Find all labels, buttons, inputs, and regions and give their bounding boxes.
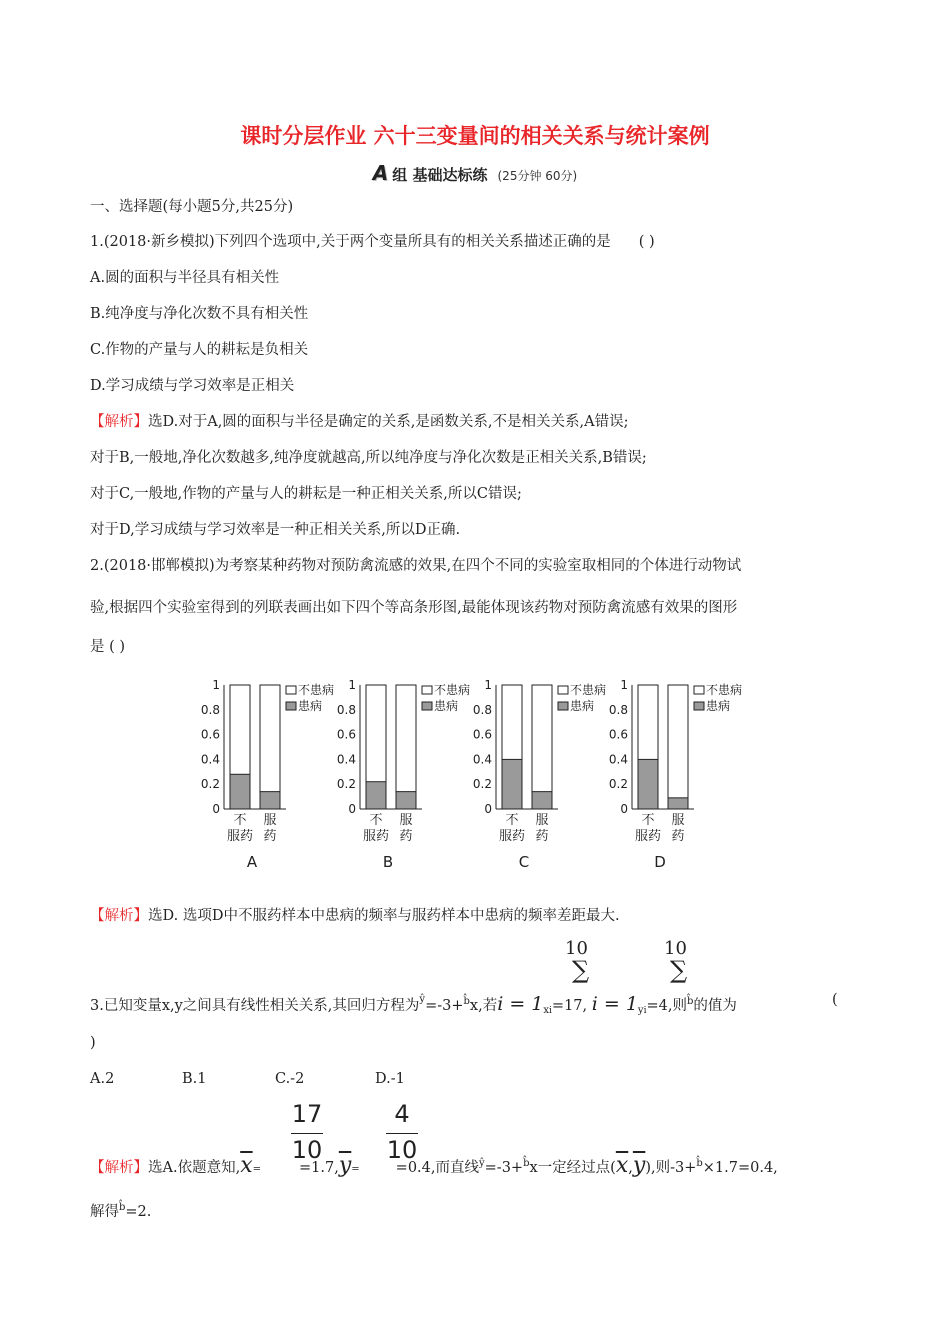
y-tick-label: 1 xyxy=(212,678,220,692)
q1-analysis-3: 对于C,一般地,作物的产量与人的耕耘是一种正相关关系,所以C错误; xyxy=(90,486,522,502)
q2-charts xyxy=(190,670,770,870)
legend-swatch-not-sick xyxy=(286,686,296,694)
page-title: 课时分层作业 六十三变量间的相关关系与统计案例 xyxy=(240,124,710,148)
frac2-den: 10 xyxy=(386,1136,418,1164)
bar-sick xyxy=(230,774,250,809)
y-tick-label: 0.4 xyxy=(608,752,628,767)
category-label: 服药 xyxy=(634,829,662,844)
q3-option-a: A.2 xyxy=(90,1071,115,1087)
legend-swatch-sick xyxy=(558,702,568,710)
y-tick-label: 1 xyxy=(620,678,628,692)
frac1-den: 10 xyxy=(291,1136,323,1164)
category-label: 服 xyxy=(535,813,549,828)
legend-label: 不患病 xyxy=(570,683,607,697)
analysis-tag: 【解析】 xyxy=(90,1160,148,1176)
group-name: 组 基础达标练 xyxy=(392,166,488,184)
q2-analysis: 【解析】选D. 选项D中不服药样本中患病的频率与服药样本中患病的频率差距最大. xyxy=(90,908,620,924)
q1-option-b: B.纯净度与净化次数不具有相关性 xyxy=(90,306,309,322)
y-tick-label: 1 xyxy=(484,678,492,692)
category-label: 服 xyxy=(263,813,277,828)
y-tick-label: 0 xyxy=(212,802,220,816)
category-label: 不 xyxy=(369,813,383,828)
y-tick-label: 0.6 xyxy=(608,727,628,742)
y-tick-label: 0.2 xyxy=(200,777,220,792)
q1-analysis-4: 对于D,学习成绩与学习效率是一种正相关关系,所以D正确. xyxy=(90,522,461,538)
sum1-bottom: i = 1 xyxy=(497,993,544,1015)
chart-label: D xyxy=(654,853,666,870)
xbar-symbol: $\overline{x}$ xyxy=(615,1153,629,1178)
chart-label: C xyxy=(518,853,530,870)
yhat-symbol: ŷ xyxy=(419,994,426,1005)
legend-swatch-not-sick xyxy=(694,686,704,694)
chart-label: B xyxy=(382,853,394,870)
bar-not-sick xyxy=(396,685,416,809)
bar-sick xyxy=(502,759,522,809)
y-tick-label: 0 xyxy=(348,802,356,816)
sum2-top: 10 xyxy=(664,938,687,959)
q1-option-d: D.学习成绩与学习效率是正相关 xyxy=(90,378,295,394)
category-label: 药 xyxy=(399,829,413,844)
bar-not-sick xyxy=(668,685,688,809)
frac2-bar xyxy=(386,1133,418,1134)
q3-bracket-open: ( xyxy=(832,992,838,1008)
legend-label: 患病 xyxy=(298,699,323,713)
legend-label: 不患病 xyxy=(298,683,335,697)
y-tick-label: 0 xyxy=(620,802,628,816)
legend-swatch-sick xyxy=(286,702,296,710)
analysis-tag: 【解析】 xyxy=(90,908,148,924)
section-heading: 一、选择题(每小题5分,共25分) xyxy=(90,199,294,215)
y-tick-label: 0.6 xyxy=(472,727,492,742)
legend-label: 不患病 xyxy=(434,683,471,697)
q1-analysis-1: 【解析】选D.对于A,圆的面积与半径是确定的关系,是函数关系,不是相关关系,A错误; xyxy=(90,414,629,430)
bhat-symbol: b̂ xyxy=(523,1158,530,1169)
xbar-symbol: $\overline{x}$ xyxy=(240,1153,253,1178)
y-tick-label: 0.4 xyxy=(336,752,356,767)
y-tick-label: 0.6 xyxy=(200,727,220,742)
y-tick-label: 0.8 xyxy=(336,702,356,717)
q2-stem-2: 验,根据四个实验室得到的列联表画出如下四个等高条形图,最能体现该药物对预防禽流感有效果的图形 xyxy=(90,600,738,616)
bar-not-sick xyxy=(260,685,280,809)
frac2-num: 4 xyxy=(394,1100,410,1128)
y-tick-label: 0.8 xyxy=(608,702,628,717)
yhat-symbol: ŷ xyxy=(479,1158,485,1169)
y-tick-label: 1 xyxy=(348,678,356,692)
legend-swatch-sick xyxy=(422,702,432,710)
category-label: 服药 xyxy=(226,829,254,844)
analysis-tag: 【解析】 xyxy=(90,414,148,430)
ybar-symbol: $\overline{y}$ xyxy=(338,1153,352,1178)
bhat-symbol: b̂ xyxy=(119,1202,126,1213)
category-label: 药 xyxy=(535,829,549,844)
q3-option-b: B.1 xyxy=(182,1071,207,1087)
legend-swatch-not-sick xyxy=(558,686,568,694)
bar-sick xyxy=(532,792,552,809)
ybar-symbol: $\overline{y}$ xyxy=(632,1153,646,1178)
legend-label: 患病 xyxy=(434,699,459,713)
y-tick-label: 0 xyxy=(484,802,492,816)
y-tick-label: 0.6 xyxy=(336,727,356,742)
category-label: 不 xyxy=(233,813,247,828)
legend-label: 患病 xyxy=(570,699,595,713)
bar-sick xyxy=(668,798,688,809)
category-label: 服药 xyxy=(498,829,526,844)
y-tick-label: 0.8 xyxy=(472,702,492,717)
bar-sick xyxy=(260,792,280,809)
category-label: 不 xyxy=(641,813,655,828)
chart-label: A xyxy=(246,853,258,870)
q1-option-c: C.作物的产量与人的耕耘是负相关 xyxy=(90,342,309,358)
q1-analysis-2: 对于B,一般地,净化次数越多,纯净度就越高,所以纯净度与净化次数是正相关关系,B错误; xyxy=(90,450,647,466)
q3-bracket-close: ) xyxy=(90,1035,96,1051)
bhat-symbol: b̂ xyxy=(463,996,470,1007)
sum1-sigma: ∑ xyxy=(572,956,590,984)
y-tick-label: 0.8 xyxy=(200,702,220,717)
legend-swatch-not-sick xyxy=(422,686,432,694)
bhat-symbol: b̂ xyxy=(686,996,694,1007)
legend-label: 患病 xyxy=(706,699,731,713)
bar-sick xyxy=(366,782,386,809)
group-badge: A xyxy=(372,161,389,185)
category-label: 药 xyxy=(263,829,277,844)
q3-solve: 解得$^{b̂}$=2. xyxy=(90,1202,152,1220)
sum1-top: 10 xyxy=(565,938,588,959)
legend-label: 不患病 xyxy=(706,683,743,697)
bar-not-sick xyxy=(532,685,552,809)
q3-analysis: 【解析】选A.依题意知$,\overline{x}= =1.7,\overline{y}= =0.4$,而直线$^ŷ$=-3+$^{b̂}$x一定经过点$(\overline{x},\overline{y})$,则-3+$^{b̂}$×1.7=0.4, xyxy=(90,1153,778,1178)
y-tick-label: 0.4 xyxy=(200,752,220,767)
frac1-bar xyxy=(291,1133,323,1134)
q3-option-d: D.-1 xyxy=(375,1071,405,1087)
bhat-symbol: b̂ xyxy=(696,1158,703,1169)
category-label: 药 xyxy=(671,829,685,844)
sum2-bottom: i = 1 xyxy=(591,993,638,1015)
legend-swatch-sick xyxy=(694,702,704,710)
category-label: 不 xyxy=(505,813,519,828)
y-tick-label: 0.2 xyxy=(336,777,356,792)
q3-option-c: C.-2 xyxy=(275,1071,305,1087)
y-tick-label: 0.2 xyxy=(608,777,628,792)
q2-stem-1: 2.(2018·邯郸模拟)为考察某种药物对预防禽流感的效果,在四个不同的实验室取相同的个体进行动物试 xyxy=(90,558,742,574)
sum2-sigma: ∑ xyxy=(670,956,688,984)
frac1-num: 17 xyxy=(291,1100,323,1128)
category-label: 服药 xyxy=(362,829,390,844)
bar-sick xyxy=(638,759,658,809)
category-label: 服 xyxy=(399,813,413,828)
bar-sick xyxy=(396,792,416,809)
q2-stem-3: 是 ( ) xyxy=(90,639,126,655)
y-tick-label: 0.2 xyxy=(472,777,492,792)
q3-stem: 3.已知变量x,y之间具有线性相关关系,其回归方程为$^ŷ$=-3+$^{b̂}$x,若$i = 1_{xi}=17$, $i = 1_{yi}=4$,则$^{b̂}$的值为 xyxy=(90,993,737,1016)
q1-stem: 1.(2018·新乡模拟)下列四个选项中,关于两个变量所具有的相关关系描述正确的是 ( ) xyxy=(90,234,655,250)
y-tick-label: 0.4 xyxy=(472,752,492,767)
group-header xyxy=(0,161,950,185)
q1-option-a: A.圆的面积与半径具有相关性 xyxy=(90,270,280,286)
group-meta: (25分钟 60分) xyxy=(497,169,578,183)
category-label: 服 xyxy=(671,813,685,828)
